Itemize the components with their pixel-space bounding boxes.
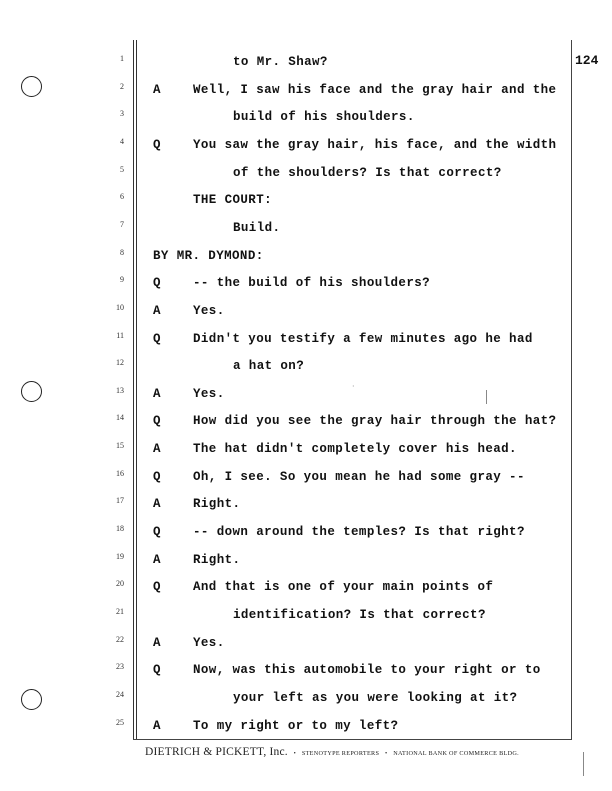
footer-separator: • bbox=[293, 750, 297, 757]
footer bbox=[145, 746, 565, 758]
line-number: 10 bbox=[116, 302, 124, 312]
transcript-line bbox=[0, 248, 612, 275]
transcript-line bbox=[0, 635, 612, 662]
line-number: 8 bbox=[120, 247, 124, 257]
line-text: To my right or to my left? bbox=[193, 718, 399, 733]
line-number: 24 bbox=[116, 689, 124, 699]
line-number: 20 bbox=[116, 579, 124, 589]
transcript-line bbox=[0, 662, 612, 689]
footer-separator: • bbox=[384, 750, 388, 757]
transcript-line bbox=[0, 165, 612, 192]
transcript-line bbox=[0, 413, 612, 440]
speaker-label: Q bbox=[153, 469, 161, 484]
line-text: -- the build of his shoulders? bbox=[193, 276, 431, 291]
transcript-line bbox=[0, 441, 612, 468]
line-number: 6 bbox=[120, 192, 124, 202]
line-number: 17 bbox=[116, 496, 124, 506]
line-text: Right. bbox=[193, 552, 241, 567]
line-text: identification? Is that correct? bbox=[233, 608, 486, 622]
transcript-line bbox=[0, 607, 612, 634]
line-number: 16 bbox=[116, 468, 124, 478]
scan-mark bbox=[486, 390, 487, 404]
transcript-line bbox=[0, 82, 612, 109]
line-text: of the shoulders? Is that correct? bbox=[233, 165, 502, 180]
scan-speck: · bbox=[352, 382, 355, 391]
speaker-label: Q bbox=[153, 414, 161, 429]
line-text: How did you see the gray hair through the hat? bbox=[193, 414, 557, 429]
transcript-line bbox=[0, 109, 612, 136]
speaker-label: A bbox=[153, 552, 161, 567]
line-number: 3 bbox=[120, 109, 124, 119]
line-number: 15 bbox=[116, 441, 124, 451]
speaker-label: Q bbox=[153, 663, 161, 678]
line-text: THE COURT: bbox=[193, 193, 273, 208]
line-number: 21 bbox=[116, 607, 124, 616]
line-number: 7 bbox=[120, 219, 124, 229]
line-text: build of his shoulders. bbox=[233, 110, 415, 125]
speaker-label: A bbox=[153, 497, 161, 512]
transcript-line bbox=[0, 275, 612, 302]
line-number: 9 bbox=[120, 275, 124, 285]
transcript-line bbox=[0, 496, 612, 523]
line-number: 25 bbox=[116, 717, 124, 727]
line-text: Oh, I see. So you mean he had some gray -- bbox=[193, 469, 525, 484]
line-number: 2 bbox=[120, 81, 124, 91]
transcript-line bbox=[0, 552, 612, 579]
speaker-label: A bbox=[153, 635, 161, 650]
line-number: 12 bbox=[116, 358, 124, 368]
transcript-line bbox=[0, 718, 612, 745]
line-number: 18 bbox=[116, 524, 124, 534]
scan-mark-right bbox=[583, 752, 584, 776]
line-text: Right. bbox=[193, 497, 241, 512]
line-text: You saw the gray hair, his face, and the width bbox=[193, 137, 557, 152]
line-text: Yes. bbox=[193, 635, 225, 650]
line-text: your left as you were looking at it? bbox=[233, 690, 518, 705]
line-text: Now, was this automobile to your right or to bbox=[193, 663, 541, 678]
line-number: 23 bbox=[116, 662, 124, 672]
speaker-label: Q bbox=[153, 580, 161, 595]
transcript-line bbox=[0, 690, 612, 717]
transcript-line bbox=[0, 524, 612, 551]
speaker-label: A bbox=[153, 82, 161, 97]
speaker-label: A bbox=[153, 303, 161, 318]
transcript-line bbox=[0, 303, 612, 330]
transcript-line bbox=[0, 54, 612, 81]
speaker-label: Q bbox=[153, 137, 161, 152]
line-text: And that is one of your main points of bbox=[193, 580, 494, 595]
line-number: 22 bbox=[116, 634, 124, 644]
transcript-line bbox=[0, 386, 612, 413]
line-number: 13 bbox=[116, 385, 124, 395]
line-text: -- down around the temples? Is that right? bbox=[193, 525, 525, 540]
page-number: 124 bbox=[575, 53, 599, 68]
speaker-label: A bbox=[153, 718, 161, 733]
transcript-line bbox=[0, 358, 612, 385]
line-text: Build. bbox=[233, 220, 281, 235]
speaker-label: A bbox=[153, 386, 161, 401]
transcript-line bbox=[0, 220, 612, 247]
speaker-label: Q bbox=[153, 331, 161, 346]
footer-firm: DIETRICH & PICKETT, Inc. bbox=[145, 746, 288, 758]
footer-service: STENOTYPE REPORTERS bbox=[301, 750, 380, 757]
line-text: a hat on? bbox=[233, 359, 305, 374]
line-text: Didn't you testify a few minutes ago he had bbox=[193, 331, 533, 346]
transcript-line bbox=[0, 137, 612, 164]
transcript-line bbox=[0, 469, 612, 496]
line-number: 5 bbox=[120, 164, 124, 174]
line-number: 19 bbox=[116, 551, 124, 561]
speaker-label: Q bbox=[153, 525, 161, 540]
line-number: 14 bbox=[116, 413, 124, 423]
line-text: BY MR. DYMOND: bbox=[153, 248, 264, 263]
line-number: 11 bbox=[116, 330, 124, 340]
line-text: The hat didn't completely cover his head. bbox=[193, 442, 517, 457]
footer-address: NATIONAL BANK OF COMMERCE BLDG. bbox=[393, 750, 519, 757]
line-text: Well, I saw his face and the gray hair and the bbox=[193, 82, 557, 97]
transcript-line bbox=[0, 579, 612, 606]
speaker-label: A bbox=[153, 442, 161, 457]
line-text: to Mr. Shaw? bbox=[233, 55, 328, 69]
line-text: Yes. bbox=[193, 386, 225, 401]
transcript-line bbox=[0, 192, 612, 219]
speaker-label: Q bbox=[153, 276, 161, 291]
line-text: Yes. bbox=[193, 303, 225, 318]
line-number: 4 bbox=[120, 136, 124, 146]
transcript-line bbox=[0, 331, 612, 358]
line-number: 1 bbox=[120, 54, 124, 63]
